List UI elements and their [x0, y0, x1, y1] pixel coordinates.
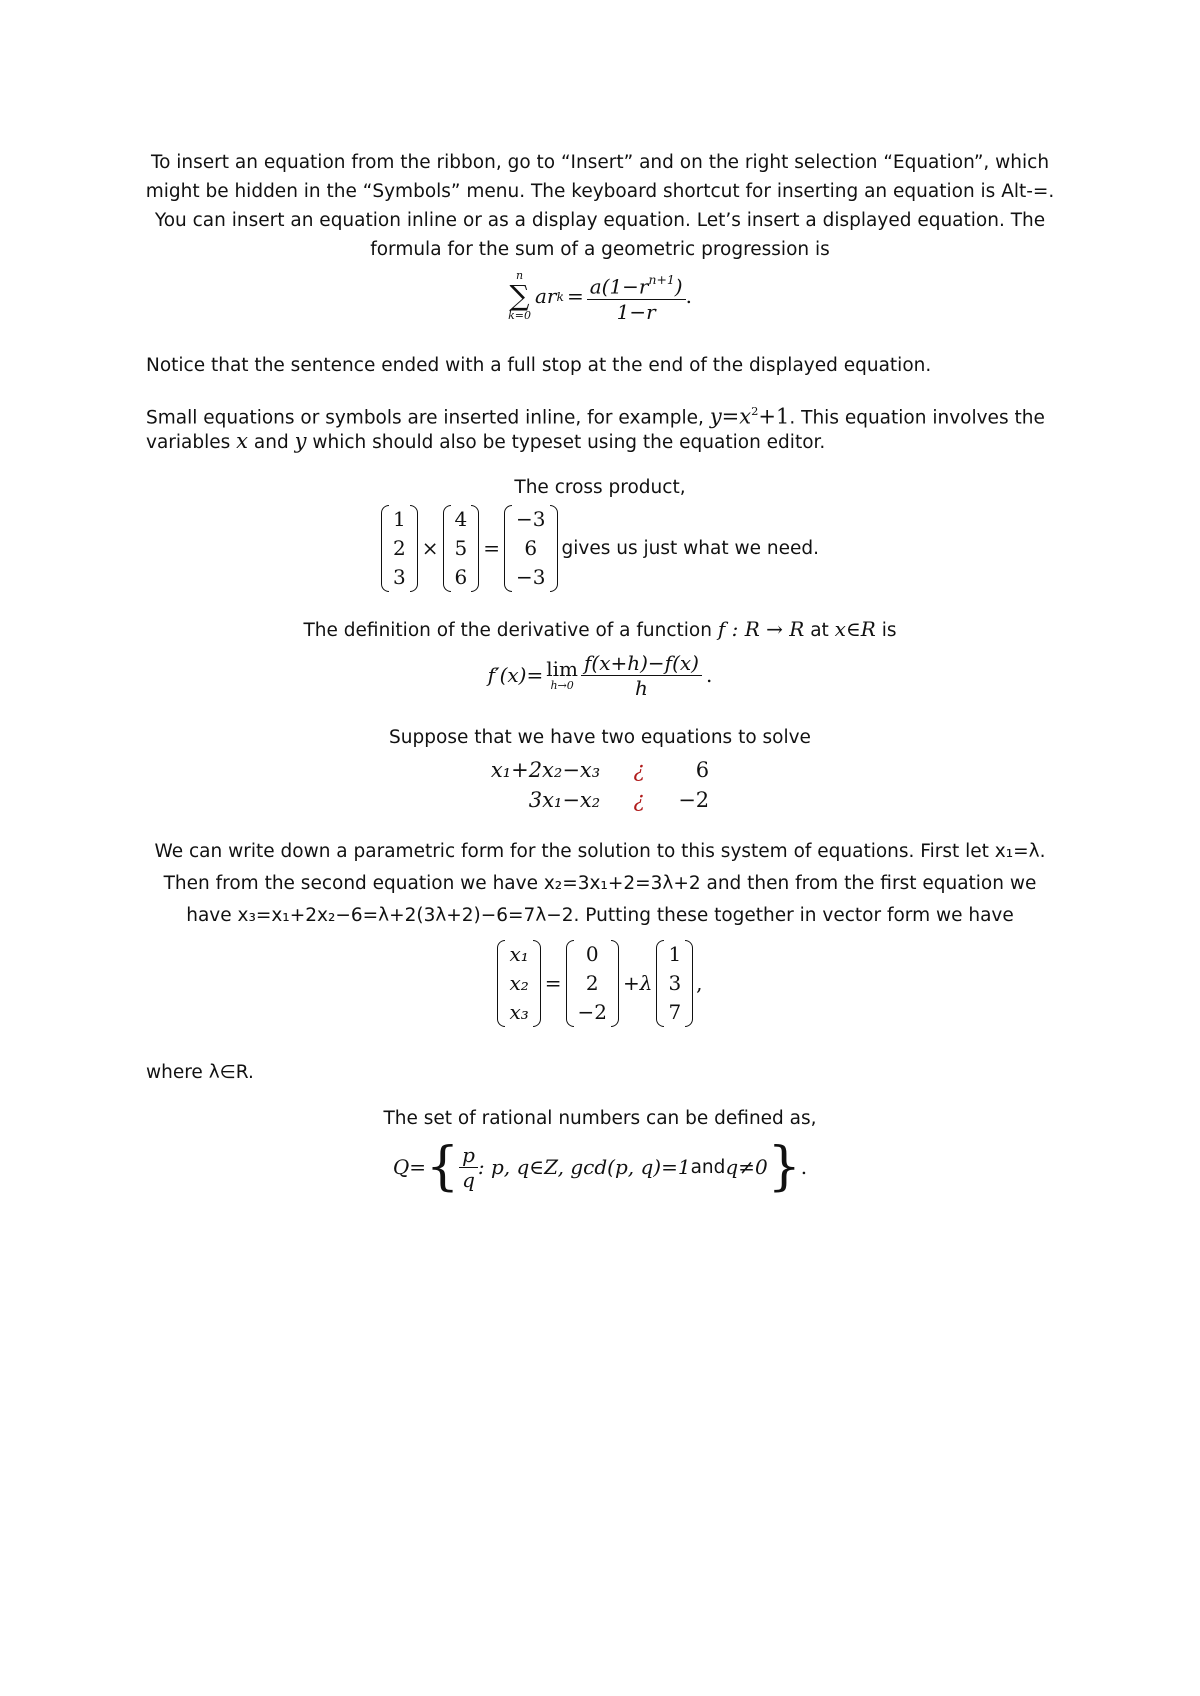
rational-body: : p, q∈Z, gcd(p, q)=1 [477, 1155, 691, 1179]
v1-entry: 3 [393, 564, 406, 589]
where-line: where λ∈R. [146, 1062, 254, 1083]
d-entry: 3 [668, 970, 682, 995]
variable-x: x [236, 429, 248, 453]
right-brace: } [767, 1137, 801, 1197]
d-entry: 1 [668, 941, 682, 966]
v3-entry: −3 [516, 506, 546, 531]
rational-and: and [690, 1156, 726, 1178]
system-eq2-symbol: ¿ [633, 788, 645, 812]
x-entry: x₁ [509, 941, 529, 966]
derivative-fraction [581, 651, 702, 700]
fraction-p: p [459, 1143, 478, 1168]
deriv-text-a: The definition of the derivative of a function [303, 620, 718, 641]
system-eq1-rhs: 6 [695, 758, 710, 782]
deriv-text-at: at [804, 620, 835, 641]
inline-equation: y=x [709, 404, 752, 429]
system-eq2-lhs: 3x₁−x₂ [528, 788, 601, 812]
system-heading: Suppose that we have two equations to solve [389, 727, 811, 748]
full-stop: . [800, 1155, 808, 1179]
param-line2: Then from the second equation we have x₂=3x₁+2=3λ+2 and then from the first equation we [163, 873, 1037, 894]
full-stop: . [685, 284, 692, 308]
fraction-q: q [462, 1167, 475, 1192]
limit [546, 658, 578, 692]
vector-constant [566, 940, 619, 1027]
para1-line4: formula for the sum of a geometric progression is [370, 239, 830, 260]
sum-term: ar [534, 284, 557, 308]
inline-text-d: which should also be typeset using the equation editor. [306, 432, 826, 453]
vector-x [497, 940, 540, 1027]
c-entry: −2 [577, 999, 607, 1024]
c-entry: 0 [585, 941, 599, 966]
notice-line: Notice that the sentence ended with a full stop at the end of the displayed equation. [146, 355, 932, 376]
vector-direction [656, 940, 693, 1027]
derivative-denominator: h [635, 675, 648, 700]
derivative-lhs: f′(x)= [487, 663, 544, 687]
inline-text-a: Small equations or symbols are inserted inline, for example, [146, 407, 710, 429]
v2-entry: 5 [454, 535, 468, 560]
fraction-numerator: a(1−r [589, 274, 649, 299]
rational-heading: The set of rational numbers can be defined as, [383, 1108, 817, 1129]
vector-1 [381, 505, 418, 592]
left-brace: { [425, 1137, 460, 1197]
cross-tail-text: gives us just what we need. [561, 537, 819, 559]
param-line3: have x₃=x₁+2x₂−6=λ+2(3λ+2)−6=7λ−2. Putting these together in vector form we have [186, 905, 1014, 926]
lim-subscript: h→0 [550, 679, 574, 692]
deriv-point: x∈R [834, 617, 876, 641]
v2-entry: 4 [454, 506, 468, 531]
vector-result [504, 505, 557, 592]
system-eq1-lhs: x₁+2x₂−x₃ [490, 758, 601, 782]
c-entry: 2 [585, 970, 599, 995]
fraction-denominator: 1−r [616, 299, 656, 324]
equals-sign: = [483, 536, 501, 560]
para1-line1: To insert an equation from the ribbon, go to “Insert” and on the right selection “Equation”, which [150, 152, 1050, 173]
cross-heading: The cross product, [514, 477, 686, 498]
inline-text-and: and [248, 432, 295, 453]
equation-system [0, 753, 1200, 817]
sum-term-exponent: k [556, 288, 564, 304]
equals-sign: = [544, 971, 562, 995]
inline-text-b: . This equation involves the [789, 407, 1045, 429]
p-over-q [459, 1143, 478, 1192]
cross-product-equation [0, 504, 1200, 592]
lim-word: lim [546, 657, 578, 681]
v2-entry: 6 [454, 564, 468, 589]
derivative-equation [0, 644, 1200, 706]
inline-line2 [146, 427, 825, 457]
v3-entry: 6 [524, 535, 538, 560]
numerator-exponent: n+1 [648, 272, 675, 288]
plus-lambda: +λ [623, 971, 653, 995]
sum-lower-limit: k=0 [508, 309, 531, 322]
param-line1: We can write down a parametric form for the solution to this system of equations. First let x₁=λ. [154, 841, 1046, 862]
inline-text-c: variables [146, 432, 237, 453]
vector-2 [443, 505, 480, 592]
geometric-sum-equation [0, 264, 1200, 328]
d-entry: 7 [668, 999, 682, 1024]
rational-condition: q≠0 [725, 1155, 768, 1179]
deriv-line [0, 615, 1200, 645]
system-eq2-rhs: −2 [678, 788, 710, 812]
para1-line3: You can insert an equation inline or as a display equation. Let’s insert a displayed equation. The [154, 210, 1046, 231]
deriv-function: f : R → R [717, 617, 805, 641]
rational-lhs: Q= [392, 1155, 426, 1179]
sum-upper-limit: n [515, 269, 524, 282]
variable-y: y [294, 429, 307, 453]
geometric-fraction [587, 268, 686, 323]
parametric-vector-equation [0, 937, 1200, 1029]
v1-entry: 2 [393, 535, 406, 560]
numerator-close: ) [674, 274, 683, 299]
summation [508, 270, 531, 322]
comma: , [696, 971, 703, 995]
system-eq1-symbol: ¿ [633, 758, 645, 782]
x-entry: x₃ [509, 999, 529, 1024]
v1-entry: 1 [393, 506, 406, 531]
derivative-numerator: f(x+h)−f(x) [581, 651, 702, 676]
para1-line2: might be hidden in the “Symbols” menu. The keyboard shortcut for inserting an equation is Alt-=. [145, 181, 1055, 202]
rational-set-equation [0, 1134, 1200, 1200]
times-sign: × [421, 536, 439, 560]
x-entry: x₂ [509, 970, 529, 995]
equals-sign: = [566, 284, 584, 308]
v3-entry: −3 [516, 564, 546, 589]
inline-equation-rest: +1 [758, 404, 790, 429]
full-stop: . [705, 663, 713, 687]
deriv-text-is: is [875, 620, 897, 641]
sum-symbol: ∑ [509, 279, 530, 312]
inline-equation-exponent: 2 [751, 404, 759, 418]
